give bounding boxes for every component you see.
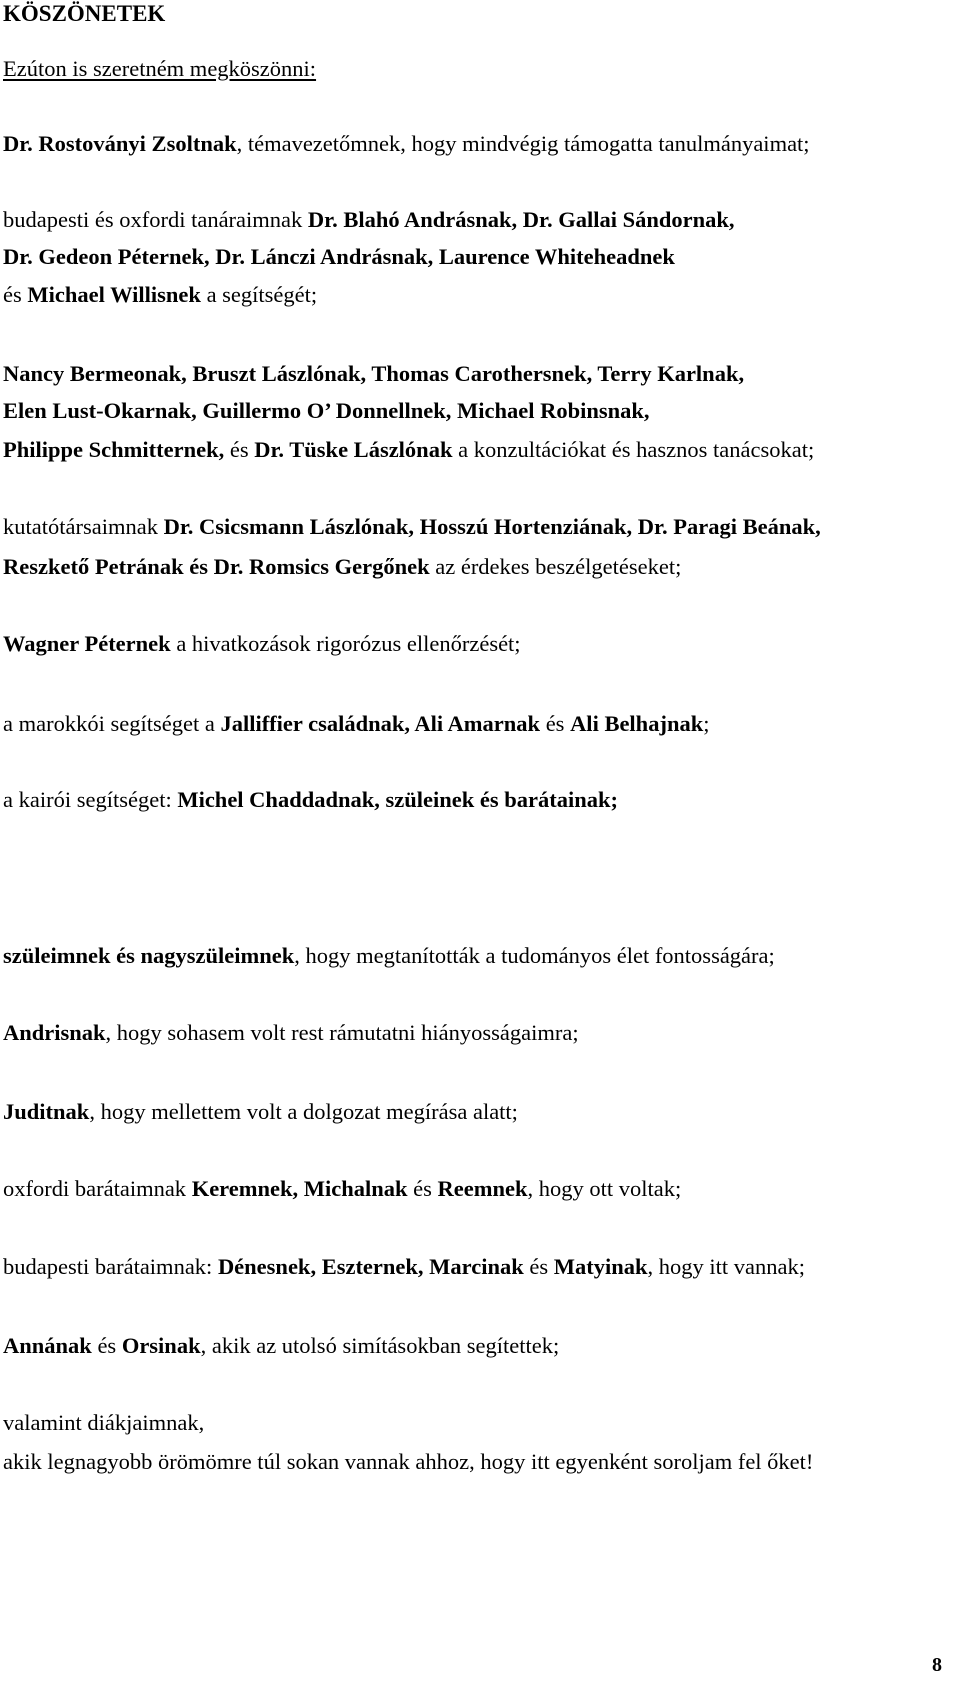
- acknowledgement-line: [3, 786, 950, 814]
- plain-text: és: [407, 1176, 438, 1201]
- bold-name-text: Matyinak: [553, 1254, 648, 1279]
- acknowledgement-line: [3, 1448, 950, 1476]
- acknowledgement-line: [3, 1098, 950, 1126]
- bold-name-text: Dr. Csicsmann Lászlónak, Hosszú Hortenziának, Dr. Paragi Beának,: [163, 514, 821, 539]
- bold-name-text: Jalliffier családnak, Ali Amarnak: [220, 711, 541, 736]
- bold-name-text: Dr. Blahó Andrásnak, Dr. Gallai Sándornak,: [307, 207, 735, 232]
- plain-text: a konzultációkat és hasznos tanácsokat;: [452, 437, 815, 462]
- bold-name-text: Michael Willisnek: [27, 282, 201, 307]
- plain-text: és: [523, 1254, 554, 1279]
- plain-text: és: [224, 437, 255, 462]
- plain-text: budapesti és oxfordi tanáraimnak: [3, 207, 308, 232]
- acknowledgement-line: [3, 243, 950, 271]
- acknowledgement-line: [3, 1253, 950, 1281]
- bold-name-text: Reszkető Petrának és Dr. Romsics Gergőnek: [3, 554, 430, 579]
- bold-name-text: Dénesnek, Eszternek, Marcinak: [217, 1254, 524, 1279]
- plain-text: , témavezetőmnek, hogy mindvégig támogatta tanulmányaimat;: [236, 131, 810, 156]
- acknowledgement-line: [3, 130, 950, 158]
- plain-text: a segítségét;: [200, 282, 318, 307]
- bold-name-text: Michel Chaddadnak, szüleinek és barátainak;: [177, 787, 619, 812]
- plain-text: a hivatkozások rigorózus ellenőrzését;: [170, 631, 521, 656]
- acknowledgement-line: [3, 710, 950, 738]
- plain-text: , hogy mellettem volt a dolgozat megírása alatt;: [89, 1099, 518, 1124]
- bold-name-text: Annának: [3, 1333, 92, 1358]
- acknowledgement-line: [3, 513, 950, 541]
- acknowledgement-line: [3, 942, 950, 970]
- plain-text: az érdekes beszélgetéseket;: [429, 554, 682, 579]
- acknowledgement-line: [3, 553, 950, 581]
- bold-name-text: Juditnak: [3, 1099, 90, 1124]
- plain-text: és: [91, 1333, 122, 1358]
- bold-name-text: Elen Lust-Okarnak, Guillermo O’ Donnellnek, Michael Robinsnak,: [3, 398, 650, 423]
- bold-name-text: Dr. Tüske Lászlónak: [254, 437, 453, 462]
- page-number: 8: [932, 1654, 942, 1676]
- bold-name-text: Andrisnak: [3, 1020, 106, 1045]
- bold-name-text: Wagner Péternek: [3, 631, 171, 656]
- plain-text: oxfordi barátaimnak: [3, 1176, 192, 1201]
- plain-text: budapesti barátaimnak:: [3, 1254, 218, 1279]
- bold-name-text: Nancy Bermeonak, Bruszt Lászlónak, Thomas Carothersnek, Terry Karlnak,: [3, 361, 745, 386]
- plain-text: akik legnagyobb örömömre túl sokan vannak ahhoz, hogy itt egyenként soroljam fel őket!: [3, 1449, 814, 1474]
- plain-text: , akik az utolsó simításokban segítettek;: [200, 1333, 560, 1358]
- plain-text: , hogy ott voltak;: [527, 1176, 682, 1201]
- acknowledgement-line: [3, 281, 950, 309]
- bold-name-text: Dr. Rostoványi Zsoltnak: [3, 131, 237, 156]
- acknowledgement-line: [3, 1409, 950, 1437]
- bold-name-text: Philippe Schmitternek,: [3, 437, 225, 462]
- acknowledgement-line: [3, 436, 950, 464]
- plain-text: kutatótársaimnak: [3, 514, 164, 539]
- acknowledgement-line: [3, 1332, 950, 1360]
- bold-name-text: Keremnek, Michalnak: [191, 1176, 408, 1201]
- acknowledgement-line: [3, 1019, 950, 1047]
- plain-text: ;: [703, 711, 710, 736]
- bold-name-text: Reemnek: [437, 1176, 528, 1201]
- acknowledgement-line: [3, 360, 950, 388]
- plain-text: a marokkói segítséget a: [3, 711, 221, 736]
- bold-name-text: Dr. Gedeon Péternek, Dr. Lánczi Andrásnak, Laurence Whiteheadnek: [3, 244, 675, 269]
- plain-text: és: [540, 711, 571, 736]
- plain-text: , hogy megtanították a tudományos élet fontosságára;: [294, 943, 775, 968]
- plain-text: , hogy sohasem volt rest rámutatni hiányosságaimra;: [105, 1020, 579, 1045]
- bold-name-text: Orsinak: [121, 1333, 201, 1358]
- plain-text: a kairói segítséget:: [3, 787, 178, 812]
- plain-text: és: [3, 282, 28, 307]
- plain-text: , hogy itt vannak;: [647, 1254, 806, 1279]
- plain-text: valamint diákjaimnak,: [3, 1410, 205, 1435]
- page-title: KÖSZÖNETEK: [3, 1, 166, 26]
- acknowledgement-line: [3, 1175, 950, 1203]
- bold-name-text: Ali Belhajnak: [570, 711, 704, 736]
- acknowledgement-line: [3, 397, 950, 425]
- acknowledgement-line: [3, 630, 950, 658]
- bold-name-text: szüleimnek és nagyszüleimnek: [3, 943, 295, 968]
- intro-line: Ezúton is szeretném megköszönni:: [3, 56, 317, 81]
- acknowledgement-line: [3, 206, 950, 234]
